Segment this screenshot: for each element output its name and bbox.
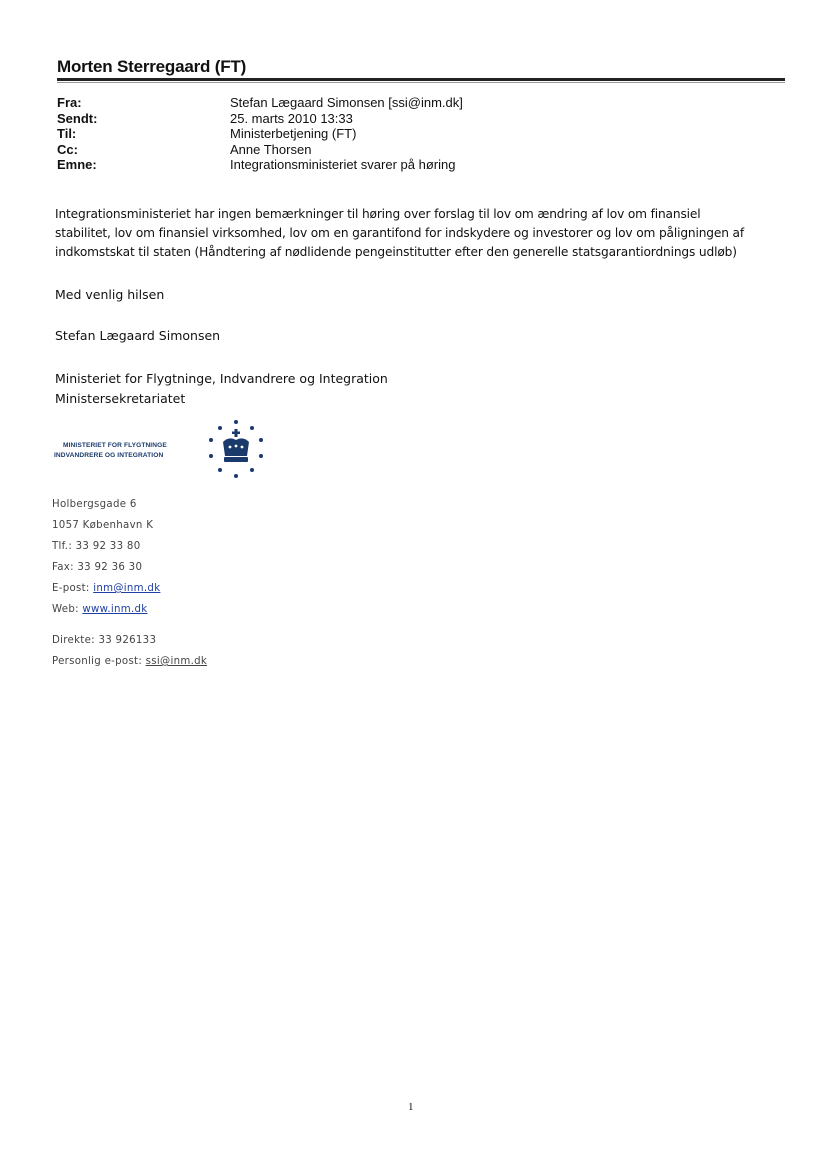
organization-name: Ministeriet for Flygtninge, Indvandrere og Integration bbox=[55, 371, 388, 386]
email-header-fields bbox=[57, 95, 757, 173]
contact-web-row bbox=[52, 599, 160, 620]
page-number: 1 bbox=[408, 1101, 414, 1113]
greeting: Med venlig hilsen bbox=[55, 287, 165, 302]
contact-city: 1057 København K bbox=[52, 520, 154, 531]
organization-department: Ministersekretariatet bbox=[55, 391, 186, 406]
contact-fax: Fax: 33 92 36 30 bbox=[52, 562, 143, 573]
contact-web-label: Web: bbox=[52, 604, 83, 615]
header-value-to: Ministerbetjening (FT) bbox=[230, 126, 357, 141]
page-heading: Morten Sterregaard (FT) bbox=[57, 57, 247, 76]
message-body bbox=[55, 205, 780, 262]
contact-address: Holbergsgade 6 bbox=[52, 499, 137, 510]
sender-name: Stefan Lægaard Simonsen bbox=[55, 328, 221, 343]
header-row-cc bbox=[57, 142, 757, 158]
contact-email-label: E-post: bbox=[52, 583, 94, 594]
header-row-to bbox=[57, 126, 757, 142]
direct-phone: Direkte: 33 926133 bbox=[52, 635, 157, 646]
ministry-logo-text bbox=[54, 441, 167, 461]
contact-email-link[interactable]: inm@inm.dk bbox=[93, 583, 161, 594]
contact-block bbox=[52, 494, 160, 620]
direct-email-link[interactable]: ssi@inm.dk bbox=[145, 656, 208, 667]
header-row-subject bbox=[57, 157, 757, 173]
header-row-sent bbox=[57, 111, 757, 127]
message-body-line-1: Integrationsministeriet har ingen bemærkninger til høring over forslag til lov om ændring af lov om finansiel bbox=[55, 207, 701, 221]
contact-email-row bbox=[52, 578, 160, 599]
header-value-from: Stefan Lægaard Simonsen [ssi@inm.dk] bbox=[230, 95, 463, 110]
heading-rule bbox=[57, 78, 785, 81]
header-value-subject: Integrationsministeriet svarer på høring bbox=[230, 157, 456, 172]
direct-email-label: Personlig e-post: bbox=[52, 656, 146, 667]
header-key-sent: Sendt: bbox=[57, 110, 98, 126]
organization-block bbox=[55, 369, 388, 409]
crown-emblem-icon bbox=[203, 418, 269, 480]
logo-text-line-2: INDVANDRERE OG INTEGRATION bbox=[54, 452, 164, 459]
header-row-from bbox=[57, 95, 757, 111]
message-body-line-3: indkomstskat til staten (Håndtering af nødlidende pengeinstitutter efter den generelle statsgarantiordnings udløb) bbox=[55, 245, 737, 259]
header-value-sent: 25. marts 2010 13:33 bbox=[230, 110, 353, 126]
header-key-to: Til: bbox=[57, 126, 77, 141]
header-key-cc: Cc: bbox=[57, 141, 78, 157]
message-body-line-2: stabilitet, lov om finansiel virksomhed, lov om en garantifond for indskydere og investorer og lov om påligningen af bbox=[55, 226, 744, 240]
header-key-subject: Emne: bbox=[57, 157, 97, 172]
header-value-cc: Anne Thorsen bbox=[230, 141, 312, 157]
heading-rule-thin bbox=[57, 82, 785, 83]
direct-contact-block bbox=[52, 630, 207, 672]
direct-email-row bbox=[52, 651, 207, 672]
contact-web-link[interactable]: www.inm.dk bbox=[82, 604, 148, 615]
header-key-from: Fra: bbox=[57, 95, 82, 110]
contact-phone: Tlf.: 33 92 33 80 bbox=[52, 541, 141, 552]
logo-text-line-1: MINISTERIET FOR FLYGTNINGE bbox=[63, 442, 167, 449]
